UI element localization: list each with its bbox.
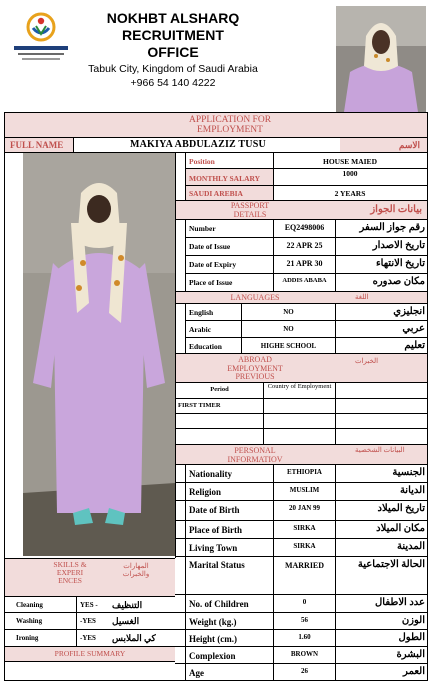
personal-row-value: ETHIOPIA [286, 468, 322, 476]
full-name-label: FULL NAME [10, 140, 64, 150]
personal-row-value: 20 JAN 99 [288, 504, 321, 512]
personal-row-label: Nationality [189, 469, 233, 479]
language-row-value: NO [283, 325, 294, 333]
full-body-photo [23, 153, 175, 556]
company-city: Tabuk City, Kingdom of Saudi Arabia [88, 63, 258, 75]
company-name-line2: RECRUITMENT [122, 27, 224, 43]
skill-row-label-ar: التنظيف [112, 600, 143, 610]
position-label: Position [189, 157, 215, 166]
personal-row-label-ar: الطول [398, 632, 425, 643]
company-logo [8, 8, 74, 68]
company-phone: +966 54 140 4222 [130, 77, 216, 89]
passport-row-label: Date of Issue [189, 242, 231, 251]
personal-row-value: 56 [301, 616, 308, 624]
personal-row-label-ar: العمر [403, 666, 425, 677]
full-name-label-ar: الاسم [398, 140, 420, 150]
language-row-label-ar: انجليزي [393, 306, 425, 317]
passport-row-label: Date of Expiry [189, 260, 237, 269]
languages-header-ar: اللغة [355, 293, 369, 301]
personal-row-label: No. of Children [189, 599, 249, 609]
position-value: HOUSE MAIED [323, 157, 377, 166]
languages-header: LANGUAGES [230, 293, 280, 302]
personal-row-label: Date of Birth [189, 505, 240, 515]
personal-row-label-ar: البشرة [396, 649, 425, 660]
abroad-row-1: FIRST TIMER [178, 402, 221, 409]
company-name-line1: NOKHBT ALSHARQ [106, 10, 240, 26]
passport-row-label: Number [189, 224, 216, 233]
salary-label: MONTHLY SALARY [189, 174, 261, 183]
personal-row-label-ar: المدينة [396, 541, 425, 552]
personal-row-label: Place of Birth [189, 525, 242, 535]
country-label: SAUDI AREBIA [189, 189, 243, 198]
contract-value: 2 YEARS [334, 189, 366, 198]
personal-row-value: 0 [302, 598, 307, 606]
personal-row-label-ar: عدد الاطفال [375, 597, 425, 608]
language-row-label-ar: تعليم [404, 340, 425, 351]
passport-row-value: 21 APR 30 [286, 259, 323, 268]
personal-row-label-ar: الحالة الاجتماعية [357, 559, 425, 570]
personal-row-value: SIRKA [293, 542, 316, 550]
skill-row-value: -YES [80, 617, 96, 625]
full-name-value: MAKIYA ABDULAZIZ TUSU [130, 139, 266, 150]
personal-row-value: SIRKA [293, 524, 316, 532]
profile-summary-header: PROFILE SUMMARY [54, 649, 126, 658]
personal-row-label-ar: الوزن [401, 615, 425, 626]
abroad-header: ABROAD EMPLOYMENT PREVIOUS [227, 355, 283, 381]
personal-row-value: MARRIED [284, 561, 325, 570]
personal-row-label: Marital Status [189, 560, 245, 570]
skill-row-value: -YES [80, 634, 96, 642]
language-row-value: HIGHE SCHOOL [260, 342, 317, 350]
language-row-label: English [189, 308, 214, 317]
skill-row-value: YES - [80, 601, 98, 609]
personal-row-label-ar: تاريخ الميلاد [377, 503, 425, 514]
personal-row-value: 1.60 [298, 633, 311, 641]
personal-header: PERSONAL INFORMATIOV [227, 446, 283, 464]
passport-header: PASSPORT DETAILS [230, 201, 270, 219]
language-row-label: Arabic [189, 325, 212, 334]
skills-header-ar: المهارات والخبرات [122, 562, 150, 578]
passport-row-value: 22 APR 25 [286, 241, 323, 250]
personal-row-value: 26 [301, 667, 308, 675]
col-country: Country of Employment [267, 383, 332, 390]
personal-row-label-ar: مكان الميلاد [376, 523, 425, 534]
skill-row-label: Cleaning [16, 601, 43, 609]
skill-row-label: Ironing [16, 634, 39, 642]
language-row-label-ar: عربي [402, 323, 425, 334]
passport-row-label-ar: رقم جواز السفر [359, 222, 425, 233]
language-row-value: NO [283, 308, 294, 316]
skill-row-label-ar: كي الملابس [112, 633, 156, 643]
personal-row-label: Complexion [189, 651, 236, 661]
personal-row-label-ar: الجنسية [392, 467, 425, 478]
personal-row-label: Living Town [189, 543, 238, 553]
col-period: Period [210, 386, 229, 393]
personal-row-value: BROWN [290, 650, 319, 658]
personal-row-label: Age [189, 668, 204, 678]
personal-row-label-ar: الديانة [399, 485, 425, 496]
passport-row-label: Place of Issue [189, 278, 233, 287]
skills-header: SKILLS & EXPERI ENCES [53, 560, 87, 585]
application-title: APPLICATION FOR EMPLOYMENT [188, 115, 272, 135]
passport-row-label-ar: تاريخ الاصدار [372, 240, 425, 251]
personal-header-ar: البيانات الشخصية [355, 446, 405, 454]
personal-row-label: Weight (kg.) [189, 617, 237, 627]
company-name-line3: OFFICE [147, 44, 199, 60]
language-row-label: Education [189, 342, 222, 351]
personal-row-value: MUSLIM [289, 486, 320, 494]
passport-row-label-ar: مكان صدوره [372, 276, 425, 287]
portrait-photo [336, 6, 426, 112]
salary-value: 1000 [342, 169, 358, 178]
personal-row-label: Height (cm.) [189, 634, 237, 644]
personal-row-label: Religion [189, 487, 222, 497]
abroad-header-ar: الخبرات [355, 357, 379, 365]
skill-row-label: Washing [16, 617, 43, 625]
passport-row-value: EQ2498006 [284, 223, 325, 232]
skill-row-label-ar: الغسيل [112, 616, 140, 626]
company-block [78, 10, 268, 89]
passport-header-ar: بيانات الجواز [370, 204, 422, 215]
passport-row-label-ar: تاريخ الانتهاء [375, 258, 425, 269]
passport-row-value: ADDIS ABABA [282, 277, 327, 284]
